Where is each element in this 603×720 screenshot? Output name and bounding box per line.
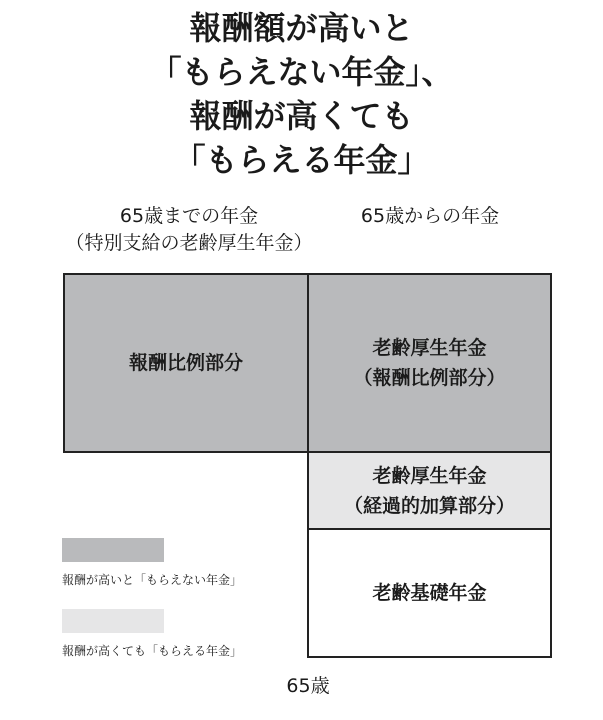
legend-label-can-receive: 報酬が高くても「もらえる年金」	[62, 644, 243, 658]
title-line-3: 報酬が高くても	[189, 97, 414, 135]
title-line-1: 報酬額が高いと	[189, 9, 414, 47]
column-heading-before-65-line1: 65歳までの年金	[119, 205, 259, 227]
box-old-age-employee-pension-compensation	[307, 273, 552, 453]
legend-swatch-can-receive	[62, 609, 164, 633]
age-65-marker: 65歳	[286, 675, 330, 697]
box-transitional-line1: 老齢厚生年金	[372, 464, 487, 487]
box-compensation-portion-label: 報酬比例部分	[128, 352, 243, 374]
column-heading-from-65-line1: 65歳からの年金	[360, 205, 500, 227]
box-old-age-employee-pension-line1: 老齢厚生年金	[372, 337, 487, 359]
box-old-age-employee-pension-transitional	[307, 451, 552, 530]
title-line-4: 「もらえる年金」	[173, 141, 430, 179]
box-old-age-basic-pension	[307, 528, 552, 658]
legend-label-cannot-receive: 報酬が高いと「もらえない年金」	[62, 573, 243, 587]
legend-swatch-cannot-receive	[62, 538, 164, 562]
box-old-age-employee-pension-line2: （報酬比例部分）	[353, 367, 506, 389]
box-compensation-portion	[63, 273, 309, 453]
box-basic-pension-label: 老齢基礎年金	[372, 582, 487, 604]
title-line-2: 「もらえない年金」、	[149, 53, 454, 91]
column-heading-before-65	[30, 203, 348, 257]
diagram-title	[0, 6, 603, 182]
column-heading-from-65	[308, 203, 552, 230]
column-heading-before-65-line2: （特別支給の老齢厚生年金）	[65, 232, 313, 254]
box-transitional-line2: （経過的加算部分）	[343, 494, 515, 517]
